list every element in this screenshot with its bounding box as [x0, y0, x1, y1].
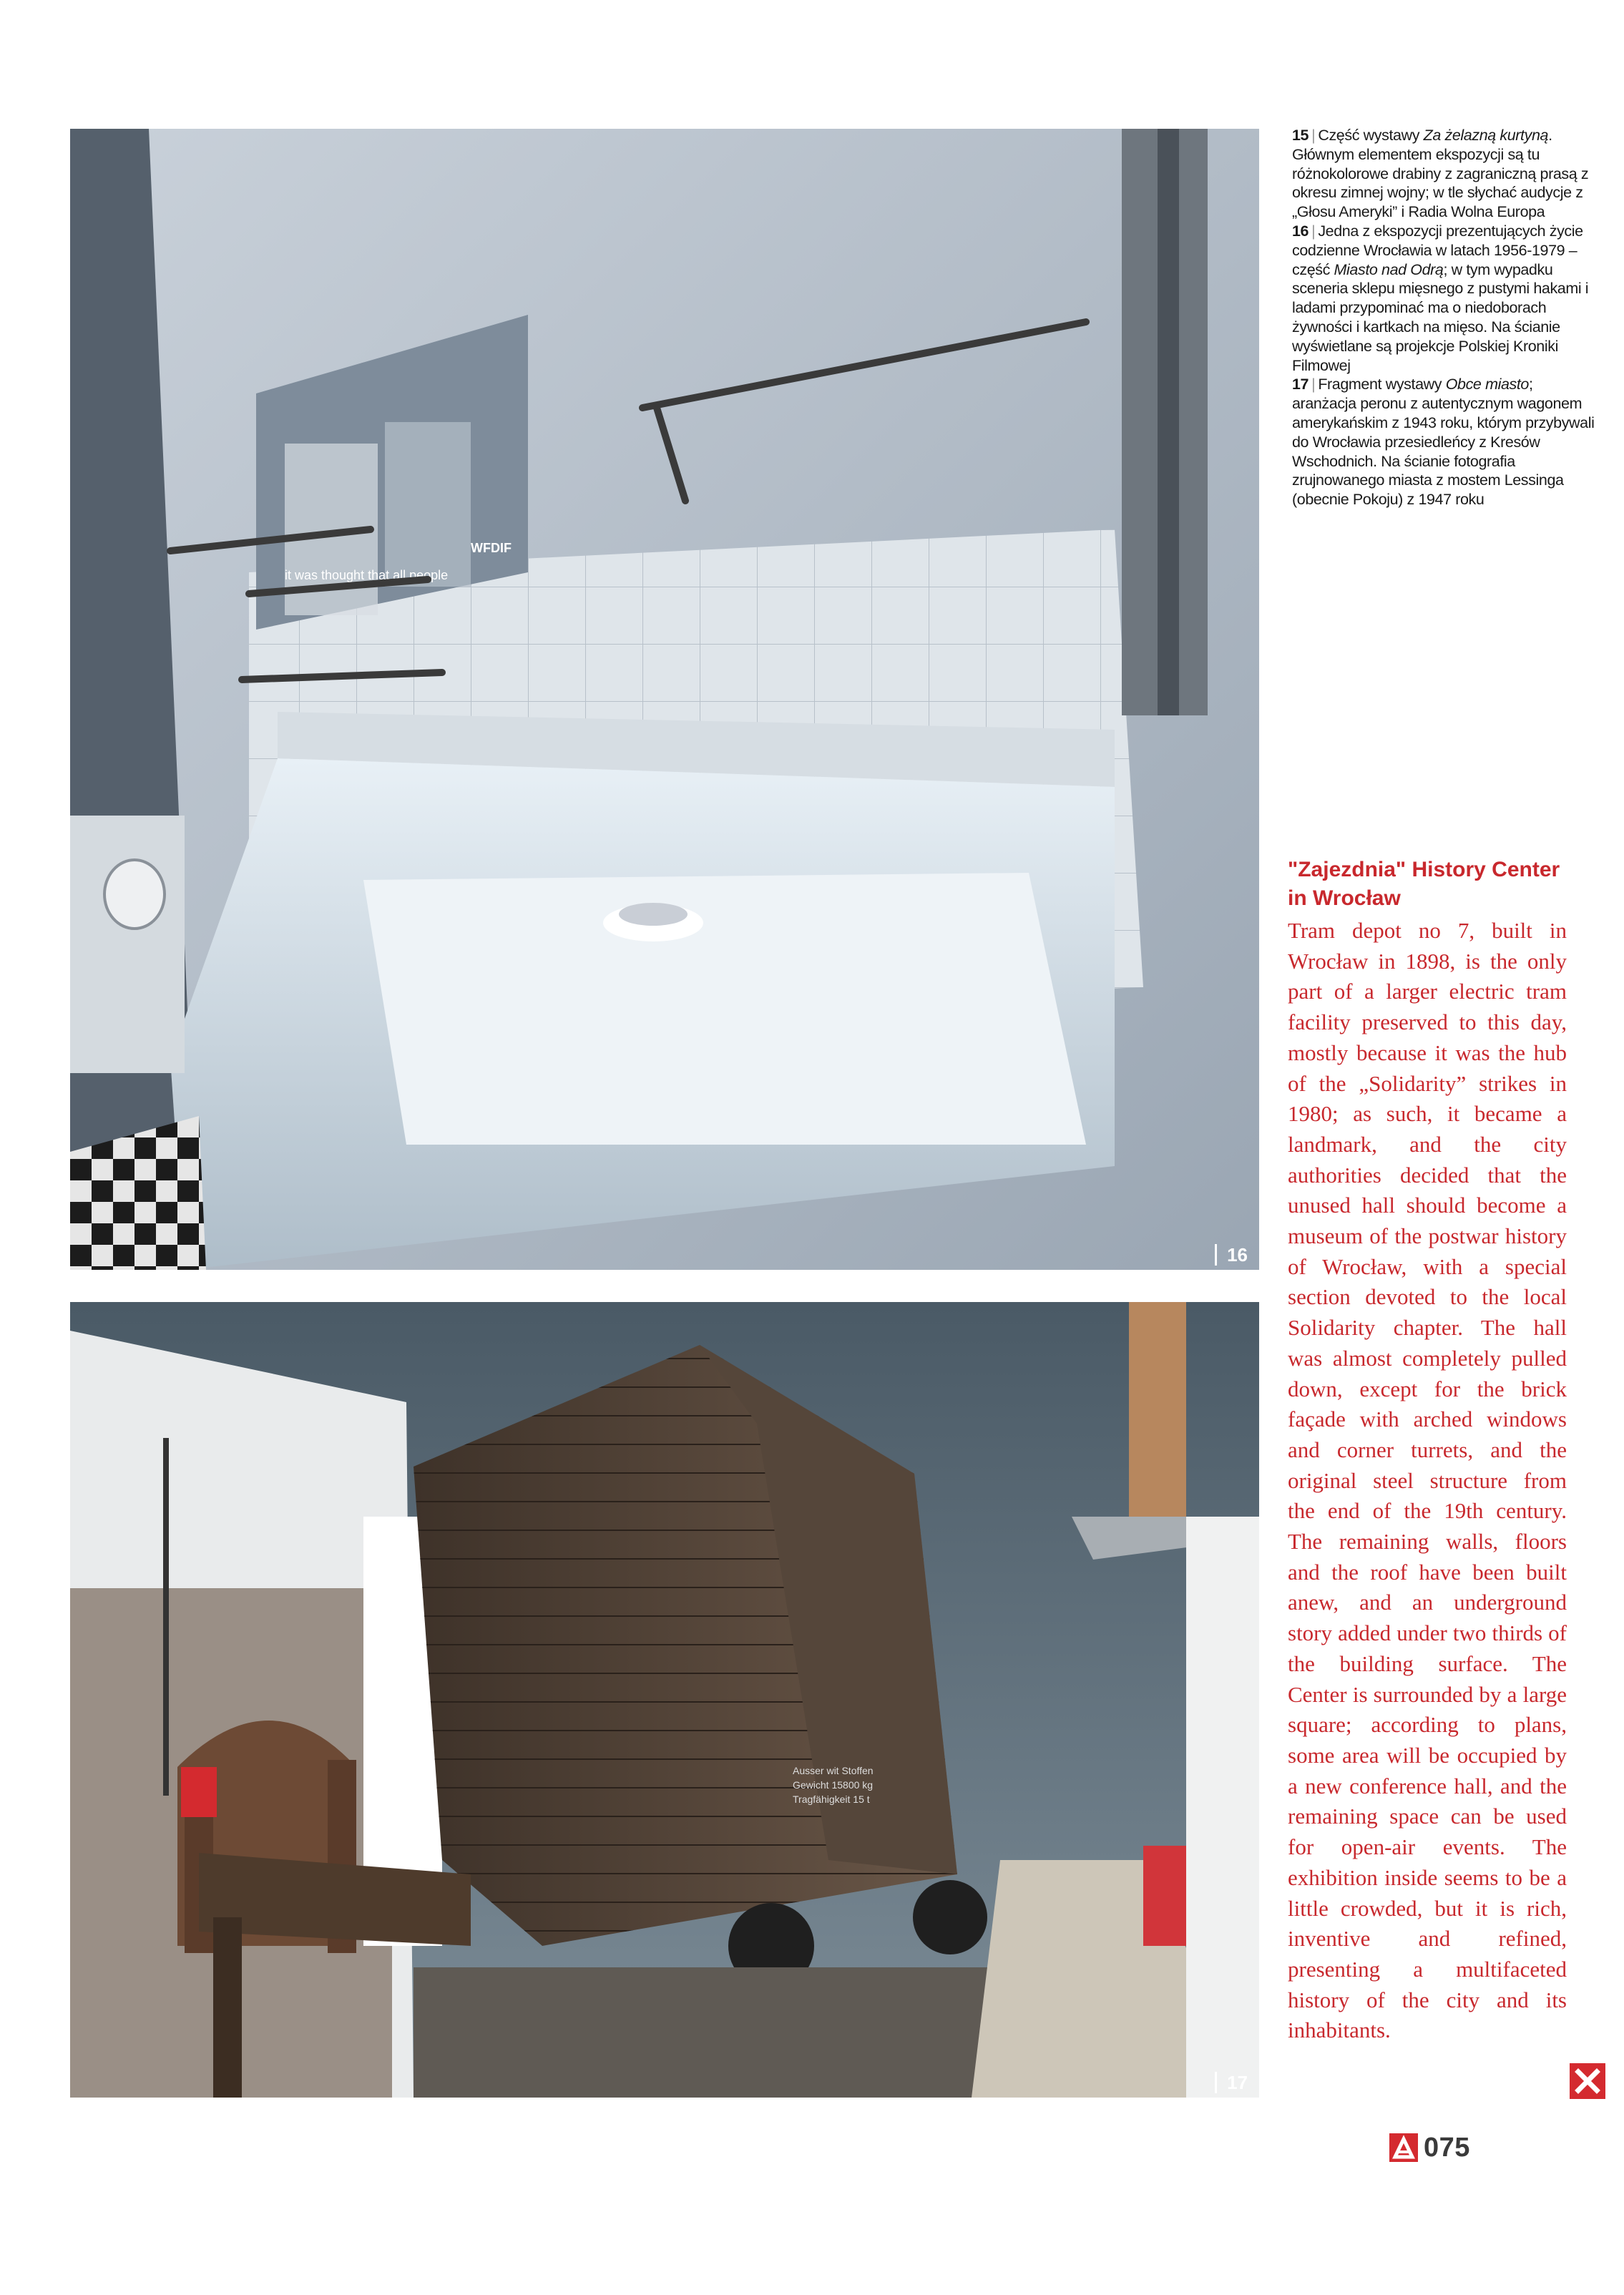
- photo-number: 16: [1215, 1244, 1253, 1266]
- caption-exhibition-title: Miasto nad Odrą: [1334, 260, 1444, 278]
- projection-subtitle: it was thought that all people: [285, 568, 449, 582]
- page-number: 075: [1424, 2132, 1470, 2163]
- photo-butcher-shop-exhibition: [70, 129, 1259, 1270]
- caption-number: 16: [1292, 222, 1309, 240]
- caption-separator: |: [1311, 127, 1316, 144]
- article-end-mark: [1570, 2063, 1605, 2099]
- caption-text: . Głównym elementem ekspozycji są tu różnokolorowe drabiny z zagraniczną prasą z okresu zimnej wojny; w tle słychać audycje z „Głosu Ameryki” i Radia Wolna Europa: [1292, 127, 1589, 221]
- photo-number: 17: [1215, 2072, 1253, 2093]
- magazine-logo-icon: [1389, 2133, 1418, 2162]
- caption-number: 15: [1292, 127, 1309, 144]
- close-x-icon: [1570, 2063, 1605, 2099]
- article-title: "Zajezdnia" History Center in Wrocław: [1288, 858, 1560, 910]
- caption-text: Jedna z ekspozycji prezentujących życie codzienne Wrocławia w latach 1956-1979 – część: [1292, 222, 1583, 278]
- photo-17-illustration: [70, 1302, 1259, 2098]
- caption-text: ; aranżacja peronu z autentycznym wagonem amerykańskim z 1943 roku, którym przybywali do Wrocławia przesiedleńcy z Kresów Wschodnich. Na ścianie fotografia zrujnowanego miasta z mostem Lessinga (obecnie Pokoju) z 1947 roku: [1292, 376, 1595, 509]
- wagon-marking-1: Ausser wit Stoffen: [793, 1765, 874, 1776]
- page-footer: [1389, 2130, 1470, 2165]
- projection-watermark: WFDIF: [471, 541, 512, 555]
- wagon-marking-2: Gewicht 15800 kg: [793, 1779, 874, 1791]
- article-body: Tram depot no 7, built in Wrocław in 1898, is the only part of a larger electric tram facility preserved to this day, mostly because it was the hub of the „Solidarity” strikes in 1980; as such, it became a landmark, and the city authorities decided that the unused hall should become a museum of the postwar history of Wrocław, with a special section devoted to the local Solidarity chapter. The hall was almost completely pulled down, except for the brick façade with arched windows and corner turrets, and the original steel structure from the end of the 19th century. The remaining walls, floors and the roof have been built anew, and an underground story added under two thirds of the building surface. The Center is surrounded by a large square; according to plans, some area will be occupied by a new conference hall, and the remaining space can be used for open-air events. The exhibition inside seems to be a little crowded, but it is rich, inventive and refined, presenting a multifaceted history of the city and its inhabitants.: [1288, 918, 1567, 2043]
- photo-16-illustration: [70, 129, 1259, 1270]
- photo-freight-wagon-exhibition: [70, 1302, 1259, 2098]
- caption-exhibition-title: Obce miasto: [1445, 376, 1529, 393]
- caption-text: Część wystawy: [1318, 127, 1424, 144]
- caption-exhibition-title: Za żelazną kurtyną: [1423, 127, 1549, 144]
- caption-15: [1292, 126, 1600, 222]
- article: [1288, 856, 1567, 2046]
- wagon-marking-3: Tragfähigkeit 15 t: [793, 1794, 870, 1805]
- caption-17: [1292, 375, 1600, 509]
- caption-separator: |: [1311, 222, 1316, 240]
- photo-captions: [1292, 126, 1600, 509]
- caption-number: 17: [1292, 376, 1309, 393]
- caption-16: [1292, 222, 1600, 375]
- caption-separator: |: [1311, 376, 1316, 393]
- caption-text: ; w tym wypadku sceneria sklepu mięsnego z pustymi hakami i ladami przypominać ma o niedoborach żywności i kartkach na mięso. Na ścianie wyświetlane są projekcje Polskiej Kroniki Filmowej: [1292, 260, 1589, 374]
- caption-text: Fragment wystawy: [1318, 376, 1446, 393]
